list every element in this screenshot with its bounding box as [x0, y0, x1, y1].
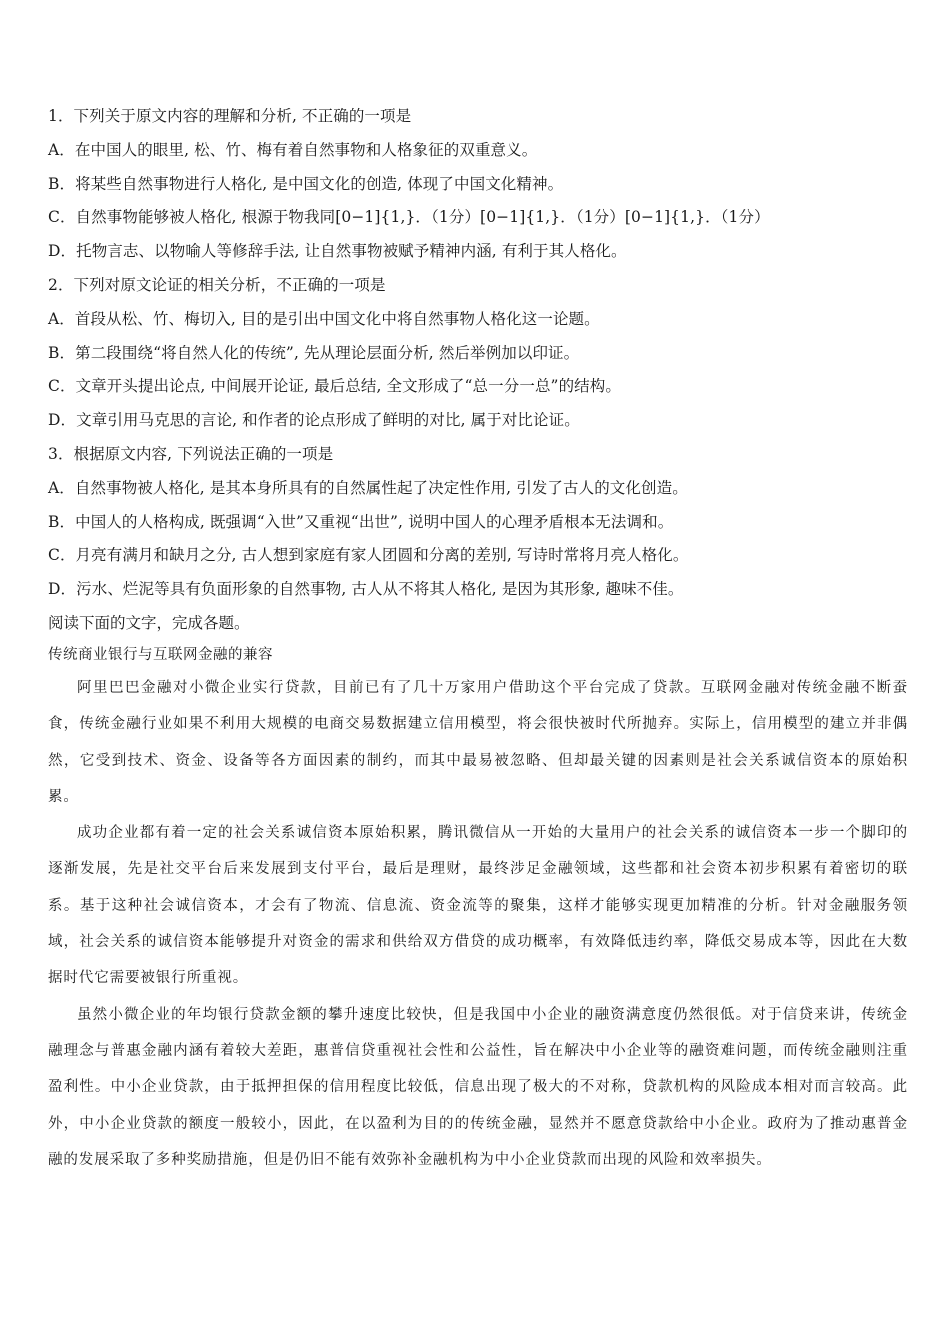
- option-a: A．首段从松、竹、梅切入, 目的是引出中国文化中将自然事物人格化这一论题。: [48, 309, 600, 328]
- question-stem: 3．根据原文内容, 下列说法正确的一项是: [48, 444, 334, 463]
- article-paragraph-2: 成功企业都有着一定的社会关系诚信资本原始积累，腾讯微信从一开始的大量用户的社会关系的诚信资本一步一个脚印的逐渐发展，先是社交平台后来发展到支付平台，最后是理财，最终涉足金融领域，这些都和社会资本初步积累有着密切的联系。基于这种社会诚信资本，才会有了物流、信息流、资金流等的聚集，这样才能够实现更加精准的分析。针对金融服务领域，社会关系的诚信资本能够提升对资金的需求和供给双方借贷的成功概率，有效降低违约率，降低交易成本等，因此在大数据时代它需要被银行所重视。: [48, 825, 908, 987]
- option-d: D．托物言志、以物喻人等修辞手法, 让自然事物被赋予精神内涵, 有利于其人格化。: [48, 242, 627, 261]
- option-b: B．中国人的人格构成, 既强调“入世”又重视“出世”, 说明中国人的心理矛盾根本无法调和。: [48, 512, 674, 531]
- option-d: D．文章引用马克思的言论, 和作者的论点形成了鲜明的对比, 属于对比论证。: [48, 411, 580, 430]
- article: [48, 640, 908, 1178]
- option-b: B．将某些自然事物进行人格化, 是中国文化的创造, 体现了中国文化精神。: [48, 174, 564, 193]
- question-block-3: [48, 438, 908, 607]
- question-stem: 2．下列对原文论证的相关分析，不正确的一项是: [48, 275, 386, 294]
- question-block-1: [48, 100, 908, 269]
- exam-page: [48, 100, 908, 1178]
- reading-instruction: 阅读下面的文字，完成各题。: [48, 613, 250, 632]
- question-block-2: [48, 269, 908, 438]
- option-a: A．自然事物被人格化, 是其本身所具有的自然属性起了决定性作用, 引发了古人的文化创造。: [48, 478, 688, 497]
- option-b: B．第二段围绕“将自然人化的传统”, 先从理论层面分析, 然后举例加以印证。: [48, 343, 580, 362]
- article-paragraph-3: 虽然小微企业的年均银行贷款金额的攀升速度比较快，但是我国中小企业的融资满意度仍然很低。对于信贷来讲，传统金融理念与普惠金融内涵有着较大差距，惠普信贷重视社会性和公益性，旨在解决中小企业等的融资难问题，而传统金融则注重盈利性。中小企业贷款，由于抵押担保的信用程度比较低，信息出现了极大的不对称，贷款机构的风险成本相对而言较高。此外，中小企业贷款的额度一般较小，因此，在以盈利为目的的传统金融，显然并不愿意贷款给中小企业。政府为了推动惠普金融的发展采取了多种奖励措施，但是仍旧不能有效弥补金融机构为中小企业贷款而出现的风险和效率损失。: [48, 1006, 908, 1168]
- option-c: C．自然事物能够被人格化, 根源于物我同[0−1]{1,}．（1分）[0−1]{1,}．（1分）[0−1]{1,}．（1分）: [48, 208, 770, 227]
- article-paragraph-1: 阿里巴巴金融对小微企业实行贷款，目前已有了几十万家用户借助这个平台完成了贷款。互联网金融对传统金融不断蚕食，传统金融行业如果不利用大规模的电商交易数据建立信用模型，将会很快被时代所抛弃。实际上，信用模型的建立并非偶然，它受到技术、资金、设备等各方面因素的制约，而其中最易被忽略、但却最关键的因素则是社会关系诚信资本的原始积累。: [48, 679, 908, 805]
- option-d: D．污水、烂泥等具有负面形象的自然事物, 古人从不将其人格化, 是因为其形象, 趣味不佳。: [48, 580, 684, 599]
- option-c: C．月亮有满月和缺月之分, 古人想到家庭有家人团圆和分离的差别, 写诗时常将月亮人格化。: [48, 546, 689, 565]
- question-stem: 1．下列关于原文内容的理解和分析, 不正确的一项是: [48, 107, 412, 125]
- option-c: C．文章开头提出论点, 中间展开论证, 最后总结, 全文形成了“总一分一总”的结构。: [48, 377, 621, 396]
- option-a: A．在中国人的眼里, 松、竹、梅有着自然事物和人格象征的双重意义。: [48, 140, 538, 159]
- article-title: 传统商业银行与互联网金融的兼容: [48, 646, 273, 663]
